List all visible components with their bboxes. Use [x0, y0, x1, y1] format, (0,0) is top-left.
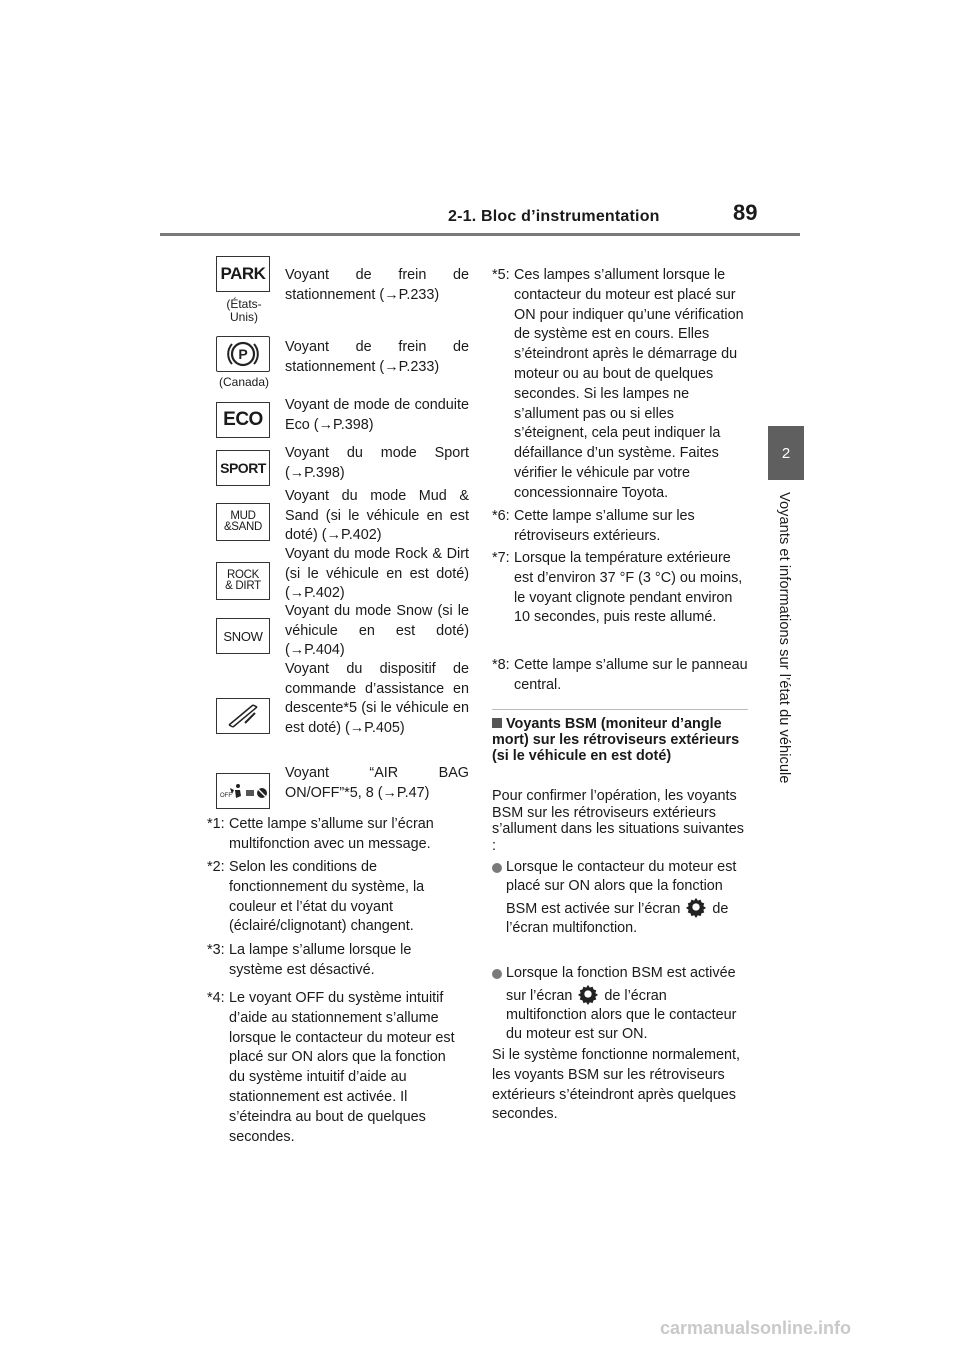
indicator-row — [216, 336, 272, 372]
bullet-icon — [492, 969, 502, 979]
indicator-description: Voyant de mode de conduite Eco (→P.398) — [285, 397, 469, 433]
rock-dirt-mode-icon: ROCK & DIRT — [216, 562, 270, 600]
indicator-row — [216, 618, 272, 654]
gear-icon — [685, 896, 707, 918]
region-note: (États-Unis) — [226, 297, 262, 324]
park-brake-indicator-icon: PARK — [216, 256, 270, 292]
sport-mode-icon: SPORT — [216, 450, 270, 486]
indicator-description: Voyant du dispositif de commande d’assistance en descente*5 (si le véhicule en est doté) (→P.405) — [285, 661, 469, 736]
section-marker-icon — [492, 718, 502, 728]
chapter-caption: Voyants et informations sur l’état du véhicule — [776, 492, 792, 784]
footnote: *5: Ces lampes s’allument lorsque le contacteur du moteur est placé sur ON pour indiquer qu’une vérification de système est en cours. Elles s’éteindront après le démarrage du moteur ou au bout de quelques secondes. Si les lampes ne s’allument pas ou si elles s’éteignent, cela peut indiquer la défaillance d’un système. Faites vérifier le véhicule par votre concessionnaire Toyota. — [492, 267, 744, 501]
section-divider — [492, 709, 748, 710]
indicator-description: Voyant de frein de stationnement (→P.233) — [285, 267, 469, 303]
svg-text:OFF: OFF — [220, 793, 232, 799]
indicator-row — [216, 402, 272, 438]
indicator-row — [216, 256, 272, 292]
indicator-row — [216, 562, 272, 600]
downhill-assist-icon — [216, 698, 270, 734]
bsm-intro: Pour confirmer l’opération, les voyants BSM sur les rétroviseurs extérieurs s’allument dans les situations suivantes : — [492, 788, 744, 854]
airbag-off-icon — [216, 773, 270, 809]
footnote: *7: Lorsque la température extérieure est d’environ 37 °F (3 °C) ou moins, le voyant clignote pendant environ 10 secondes, puis reste allumé. — [492, 550, 743, 626]
gear-icon — [577, 983, 599, 1005]
footnote: *8: Cette lampe s’allume sur le panneau central. — [492, 657, 748, 693]
bullet-icon — [492, 863, 502, 873]
svg-text:P: P — [238, 346, 248, 362]
list-item: Lorsque la fonction BSM est activée sur l’écran de l’écran multifonction alors que le contacteur du moteur est sur ON. — [492, 964, 750, 1044]
indicator-description: Voyant du mode Sport (→P.398) — [285, 445, 469, 481]
indicator-row — [216, 503, 272, 541]
bsm-closing: Si le système fonctionne normalement, les voyants BSM sur les rétroviseurs extérieurs s’éteindront après quelques secondes. — [492, 1047, 740, 1123]
indicator-description: Voyant du mode Snow (si le véhicule en est doté) (→P.404) — [285, 603, 469, 658]
footnote: *1: Cette lampe s’allume sur l’écran multifonction avec un message. — [207, 816, 434, 852]
list-item: Lorsque le contacteur du moteur est placé sur ON alors que la fonction BSM est activée sur l’écran de l’écran multifonction. — [492, 858, 750, 938]
watermark: carmanualsonline.info — [660, 1318, 852, 1338]
chapter-tab: 2 — [768, 426, 804, 480]
page-number: 89 — [733, 200, 758, 225]
mud-sand-mode-icon: MUD &SAND — [216, 503, 270, 541]
section-header: 2-1. Bloc d’instrumentation — [448, 208, 660, 225]
indicator-description: Voyant “AIR BAG ON/OFF”*5, 8 (→P.47) — [285, 765, 469, 801]
eco-mode-icon: ECO — [216, 402, 270, 438]
indicator-description: Voyant du mode Mud & Sand (si le véhicule en est doté) (→P.402) — [285, 488, 469, 543]
parking-brake-p-icon — [216, 336, 270, 372]
footnote: *3: La lampe s’allume lorsque le système est désactivé. — [207, 942, 412, 978]
indicator-description: Voyant du mode Rock & Dirt (si le véhicule en est doté) (→P.402) — [285, 546, 469, 601]
indicator-row — [216, 773, 272, 809]
region-note: (Canada) — [218, 375, 270, 389]
footnote: *2: Selon les conditions de fonctionnement du système, la couleur et l’état du voyant (éclairé/clignotant) changent. — [207, 859, 425, 935]
indicator-row — [216, 698, 272, 734]
header-divider — [160, 233, 800, 236]
footnote: *4: Le voyant OFF du système intuitif d’aide au stationnement s’allume lorsque le contacteur du moteur est placé sur ON alors que la fonction du système intuitif d’aide au stationnement est activée. Il s’éteindra au bout de quelques secondes. — [207, 990, 455, 1145]
footnote: *6: Cette lampe s’allume sur les rétroviseurs extérieurs. — [492, 508, 695, 544]
bsm-section-title: Voyants BSM (moniteur d’angle mort) sur les rétroviseurs extérieurs (si le véhicule en est doté) — [492, 716, 740, 764]
indicator-row — [216, 450, 272, 486]
indicator-description: Voyant de frein de stationnement (→P.233) — [285, 339, 469, 375]
snow-mode-icon: SNOW — [216, 618, 270, 654]
